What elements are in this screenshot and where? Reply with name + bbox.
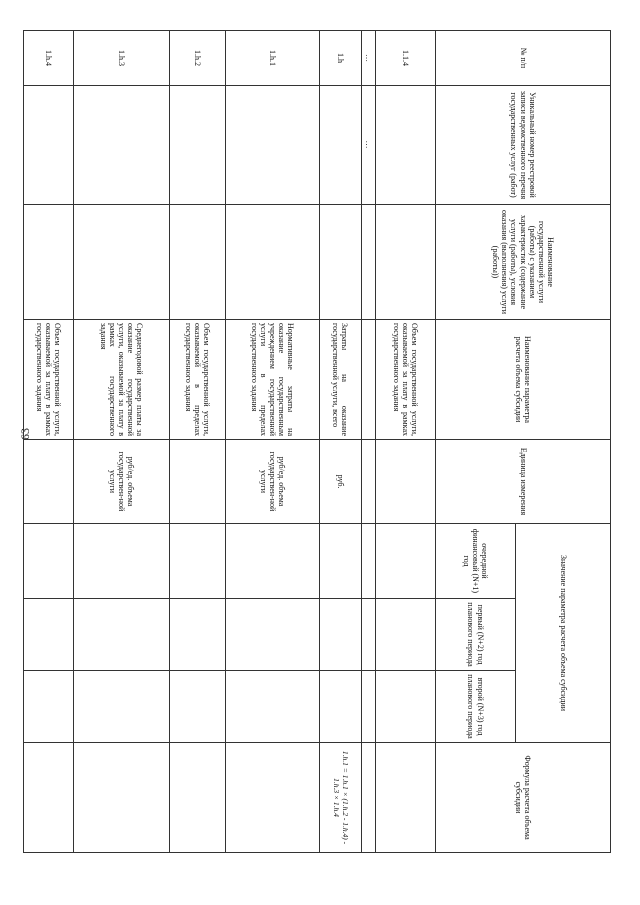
row-param: Объем государственной услуги, оказываемой в пределах государственного задания	[169, 320, 225, 440]
table-row	[23, 31, 73, 853]
row-service	[23, 205, 73, 320]
row-registry: …	[361, 86, 375, 205]
row-year1	[169, 524, 225, 599]
row-num: 1.h.4	[23, 31, 73, 86]
header-param: Наименование параметра расчета объема субсидии	[436, 320, 611, 440]
row-unit: руб/ед. объема государствен-ной услуги	[73, 440, 169, 524]
row-unit: руб/ед. объема государствен-ной услуги	[225, 440, 319, 524]
row-year1	[225, 524, 319, 599]
row-service	[361, 205, 375, 320]
row-year1	[319, 524, 361, 599]
row-service	[376, 205, 436, 320]
row-unit	[376, 440, 436, 524]
row-year2	[376, 599, 436, 671]
row-num: 1.h.2	[169, 31, 225, 86]
row-year2	[361, 599, 375, 671]
subsidy-calculation-table	[23, 30, 611, 853]
header-service: Наименование государственной услуги (работы) с указанием характеристик (содержание услуги (работы), условия оказания (выполнения) услуги (работы))	[436, 205, 611, 320]
table-row	[319, 31, 361, 853]
row-year2	[225, 599, 319, 671]
row-year3	[73, 671, 169, 743]
row-year2	[319, 599, 361, 671]
table-row	[361, 31, 375, 853]
row-param: Затраты на оказание государственной услуги, всего	[319, 320, 361, 440]
header-year3: второй (N+3) год планового периода	[436, 671, 516, 743]
header-formula: Формула расчета объема субсидии	[436, 743, 611, 853]
row-num: 1.h.1	[225, 31, 319, 86]
rotated-table-sheet	[34, 30, 611, 852]
row-registry	[169, 86, 225, 205]
row-unit	[169, 440, 225, 524]
header-unit: Единица измерения	[436, 440, 611, 524]
row-param	[361, 320, 375, 440]
row-num: 1.h	[319, 31, 361, 86]
row-registry	[73, 86, 169, 205]
table-row	[225, 31, 319, 853]
row-registry	[319, 86, 361, 205]
row-year3	[225, 671, 319, 743]
page-number: 63	[18, 428, 32, 440]
row-num: 1.1.4	[376, 31, 436, 86]
header-year1: очередной финансовый (N+1) год	[436, 524, 516, 599]
row-registry	[225, 86, 319, 205]
row-param: Объем государственной услуги, оказываемой за плату в рамках государственного задания	[376, 320, 436, 440]
header-year2: первый (N+2) год планового периода	[436, 599, 516, 671]
row-year3	[376, 671, 436, 743]
table-row	[169, 31, 225, 853]
row-year3	[169, 671, 225, 743]
row-year2	[169, 599, 225, 671]
row-year3	[319, 671, 361, 743]
row-service	[73, 205, 169, 320]
row-num: …	[361, 31, 375, 86]
row-num: 1.h.3	[73, 31, 169, 86]
row-year2	[23, 599, 73, 671]
row-unit	[361, 440, 375, 524]
row-service	[169, 205, 225, 320]
row-formula	[225, 743, 319, 853]
row-registry	[23, 86, 73, 205]
row-service	[319, 205, 361, 320]
row-service	[225, 205, 319, 320]
row-formula	[73, 743, 169, 853]
row-year1	[361, 524, 375, 599]
row-formula	[376, 743, 436, 853]
row-formula	[361, 743, 375, 853]
row-param: Среднегодовой размер платы за оказание государственной услуги, оказываемой за плату в рамках государственного задания	[73, 320, 169, 440]
row-param: Нормативные затраты на оказание государственным учреждением государственной услуги в пределах государственного задания	[225, 320, 319, 440]
row-formula: 1.h.1 = 1.h.1 × (1.h.2 - 1.h.4) - 1.h.3 × 1.h.4	[319, 743, 361, 853]
row-year3	[361, 671, 375, 743]
row-year1	[73, 524, 169, 599]
row-year3	[23, 671, 73, 743]
header-registry: Уникальный номер реестровой записи ведомственного перечня государственных услуг (работ)	[436, 86, 611, 205]
row-year1	[376, 524, 436, 599]
table-row	[376, 31, 436, 853]
row-unit: руб.	[319, 440, 361, 524]
row-param: Объем государственной услуги, оказываемой за плату в рамках государственного задания	[23, 320, 73, 440]
row-year1	[23, 524, 73, 599]
row-year2	[73, 599, 169, 671]
row-registry	[376, 86, 436, 205]
row-formula	[169, 743, 225, 853]
header-row-1	[516, 31, 611, 853]
table-row	[73, 31, 169, 853]
header-values-group: Значение параметра расчета объема субсидии	[516, 524, 611, 743]
row-unit	[23, 440, 73, 524]
row-formula	[23, 743, 73, 853]
header-num: № п/п	[436, 31, 611, 86]
